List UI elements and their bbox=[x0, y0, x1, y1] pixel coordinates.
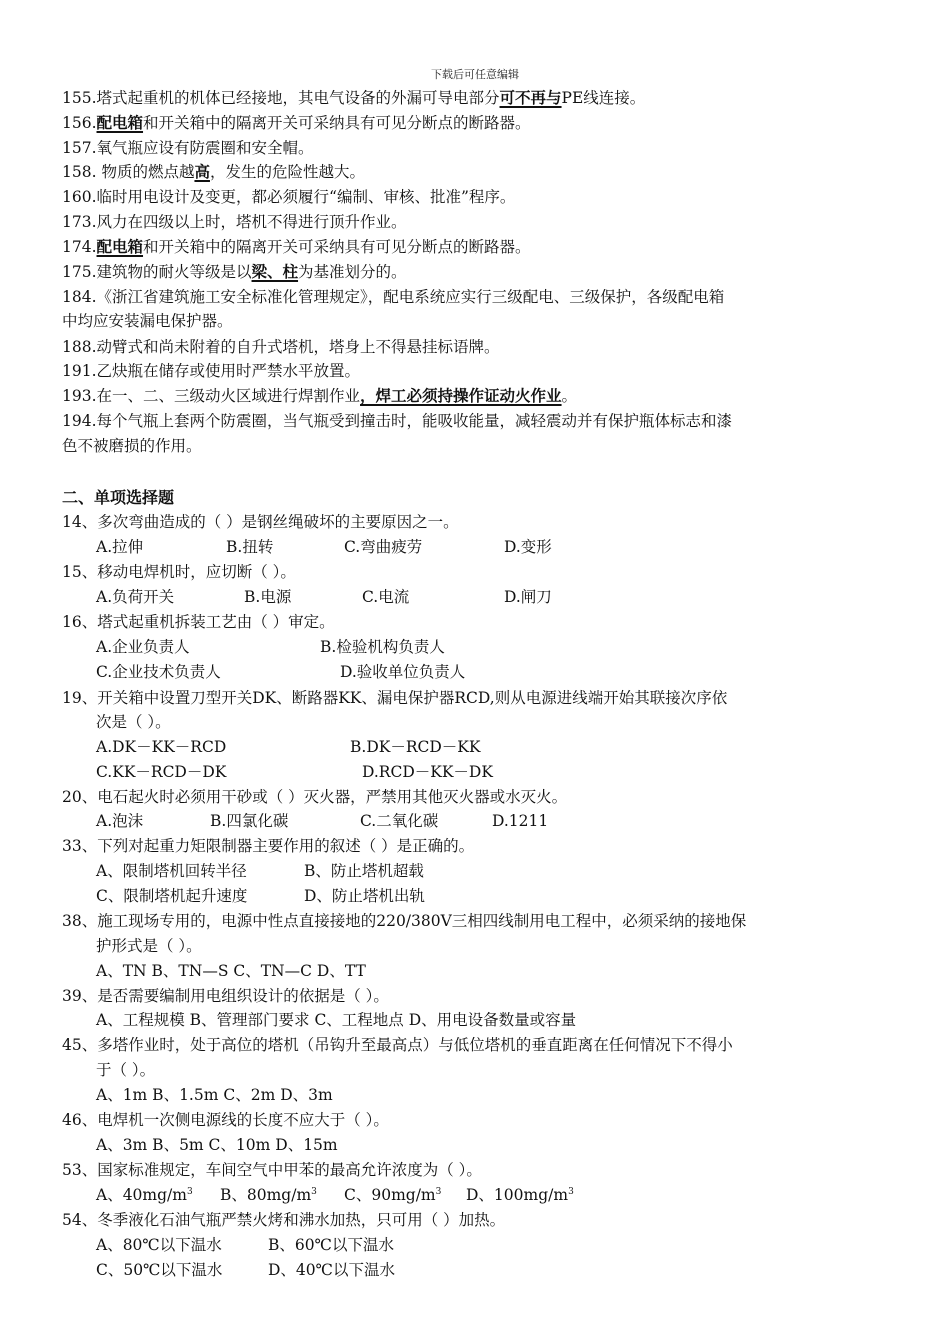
question-38: 38、施工现场专用的，电源中性点直接接地的220/380V三相四线制用电工程中，必须采纳的接地保 bbox=[62, 912, 747, 930]
item-text: 临时用电设计及变更，都必须履行“编制、审核、批准”程序。 bbox=[96, 188, 516, 206]
option: C.KK－RCD－DK bbox=[96, 763, 227, 781]
options-53 bbox=[96, 1184, 574, 1206]
option: D、40℃以下温水 bbox=[268, 1261, 395, 1279]
option: C、50℃以下温水 bbox=[96, 1261, 223, 1279]
option: C、$90mg/m^3$ bbox=[344, 1186, 442, 1204]
item-number: 157. bbox=[62, 139, 97, 157]
item-text: 动臂式和尚未附着的自升式塔机，塔身上不得悬挂标语牌。 bbox=[96, 338, 500, 356]
options-16b bbox=[96, 661, 465, 683]
item-text: 建筑物的耐火等级是以 bbox=[96, 263, 252, 281]
option: A.负荷开关 bbox=[96, 588, 175, 606]
judgment-item bbox=[62, 161, 365, 183]
item-text: 氧气瓶应设有防震圈和安全帽。 bbox=[96, 139, 314, 157]
judgment-item bbox=[62, 360, 360, 382]
option: C.二氧化碳 bbox=[360, 812, 439, 830]
options-33a bbox=[96, 860, 424, 882]
item-number: 173. bbox=[62, 213, 97, 231]
option: B、60℃以下温水 bbox=[268, 1236, 394, 1254]
judgment-item bbox=[62, 410, 732, 432]
item-number: 174. bbox=[62, 238, 97, 256]
options-19a bbox=[96, 736, 480, 758]
emphasized-answer: 高 bbox=[194, 162, 210, 181]
option: B.DK－RCD－KK bbox=[350, 738, 481, 756]
options-33b bbox=[96, 885, 425, 907]
options-15 bbox=[96, 586, 552, 608]
judgment-item bbox=[62, 261, 407, 283]
item-text: 乙炔瓶在储存或使用时严禁水平放置。 bbox=[96, 362, 361, 380]
emphasized-answer: 配电箱 bbox=[96, 237, 144, 256]
question-45-cont: 于（ ）。 bbox=[96, 1061, 156, 1079]
emphasized-answer: ，焊工必须持操作证动火作业 bbox=[360, 386, 562, 405]
option: B.检验机构负责人 bbox=[320, 638, 445, 656]
option: C.电流 bbox=[362, 588, 410, 606]
options-46: A、3m B、5m C、10m D、15m bbox=[96, 1136, 338, 1154]
options-14 bbox=[96, 536, 552, 558]
question-15: 15、移动电焊机时，应切断（ ）。 bbox=[62, 563, 296, 581]
question-53: 53、国家标准规定，车间空气中甲苯的最高允许浓度为（ ）。 bbox=[62, 1161, 482, 1179]
judgment-item bbox=[62, 137, 314, 159]
options-38: A、TN B、TN—S C、TN—C D、TT bbox=[96, 962, 366, 980]
item-number: 193. bbox=[62, 387, 97, 405]
option: A.泡沫 bbox=[96, 812, 144, 830]
question-16: 16、塔式起重机拆装工艺由（ ）审定。 bbox=[62, 613, 335, 631]
item-text: 为基准划分的。 bbox=[298, 263, 407, 281]
item-text: 中均应安装漏电保护器。 bbox=[62, 312, 233, 330]
page-header: 下载后可任意编辑 bbox=[431, 68, 519, 81]
option: A.拉伸 bbox=[96, 538, 144, 556]
judgment-item bbox=[62, 236, 531, 258]
judgment-item bbox=[62, 112, 531, 134]
question-46: 46、电焊机一次侧电源线的长度不应大于（ ）。 bbox=[62, 1111, 389, 1129]
judgment-item bbox=[62, 286, 724, 308]
option: C、限制塔机起升速度 bbox=[96, 887, 248, 905]
question-45: 45、多塔作业时，处于高位的塔机（吊钩升至最高点）与低位塔机的垂直距离在任何情况下不得小 bbox=[62, 1036, 733, 1054]
option: A、限制塔机回转半径 bbox=[96, 862, 247, 880]
question-39: 39、是否需要编制用电组织设计的依据是（ ）。 bbox=[62, 987, 389, 1005]
option: C.弯曲疲劳 bbox=[344, 538, 423, 556]
item-number: 175. bbox=[62, 263, 97, 281]
option: A.企业负责人 bbox=[96, 638, 190, 656]
item-text: 和开关箱中的隔离开关可采纳具有可见分断点的断路器。 bbox=[143, 114, 531, 132]
options-39: A、工程规模 B、管理部门要求 C、工程地点 D、用电设备数量或容量 bbox=[96, 1011, 577, 1029]
item-text: 《浙江省建筑施工安全标准化管理规定》，配电系统应实行三级配电、三级保护，各级配电箱 bbox=[96, 288, 725, 306]
item-text: 。 bbox=[561, 387, 578, 405]
option: A.DK－KK－RCD bbox=[96, 738, 227, 756]
judgment-item bbox=[62, 186, 515, 208]
question-20: 20、电石起火时必须用干砂或（ ）灭火器，严禁用其他灭火器或水灭火。 bbox=[62, 788, 568, 806]
item-text: 塔式起重机的机体已经接地，其电气设备的外漏可导电部分 bbox=[96, 89, 500, 107]
item-text: 和开关箱中的隔离开关可采纳具有可见分断点的断路器。 bbox=[143, 238, 531, 256]
item-text: 在一、二、三级动火区域进行焊割作业 bbox=[96, 387, 361, 405]
option: D.变形 bbox=[504, 538, 552, 556]
option: B.扭转 bbox=[226, 538, 274, 556]
item-text: 风力在四级以上时，塔机不得进行顶升作业。 bbox=[96, 213, 407, 231]
options-54a bbox=[96, 1234, 394, 1256]
judgment-item bbox=[62, 435, 202, 457]
judgment-item bbox=[62, 336, 500, 358]
section-title: 二、单项选择题 bbox=[62, 488, 175, 507]
option: D.验收单位负责人 bbox=[340, 663, 466, 681]
question-14: 14、多次弯曲造成的（ ）是钢丝绳破坏的主要原因之一。 bbox=[62, 513, 459, 531]
judgment-item bbox=[62, 211, 407, 233]
option: D.闸刀 bbox=[504, 588, 552, 606]
option: B.四氯化碳 bbox=[210, 812, 289, 830]
item-text: 色不被磨损的作用。 bbox=[62, 437, 202, 455]
item-text: 每个气瓶上套两个防震圈，当气瓶受到撞击时，能吸收能量，减轻震动并有保护瓶体标志和漆 bbox=[96, 412, 733, 430]
emphasized-answer: 可不再与 bbox=[499, 88, 562, 107]
options-16a bbox=[96, 636, 445, 658]
question-38-cont: 护形式是（ ）。 bbox=[96, 937, 202, 955]
option: A、$40mg/m^3$ bbox=[96, 1186, 193, 1204]
option: D.RCD－KK－DK bbox=[362, 763, 493, 781]
item-number: 188. bbox=[62, 338, 97, 356]
option: B、防止塔机超载 bbox=[304, 862, 424, 880]
option: A、80℃以下温水 bbox=[96, 1236, 222, 1254]
judgment-item bbox=[62, 385, 577, 407]
option: D、$100mg/m^3$ bbox=[466, 1186, 574, 1204]
judgment-item bbox=[62, 310, 233, 332]
option: B、$80mg/m^3$ bbox=[220, 1186, 317, 1204]
item-text: 物质的燃点越 bbox=[96, 163, 195, 181]
emphasized-answer: 配电箱 bbox=[96, 113, 144, 132]
option: B.电源 bbox=[244, 588, 292, 606]
item-number: 194. bbox=[62, 412, 97, 430]
item-text: ，发生的危险性越大。 bbox=[209, 163, 365, 181]
item-text: PE线连接。 bbox=[561, 89, 646, 107]
option: D、防止塔机出轨 bbox=[304, 887, 425, 905]
item-number: 160. bbox=[62, 188, 97, 206]
question-19-cont: 次是（ ）。 bbox=[96, 713, 171, 731]
item-number: 156. bbox=[62, 114, 97, 132]
question-19: 19、开关箱中设置刀型开关DK、断路器KK、漏电保护器RCD,则从电源进线端开始其联接次序依 bbox=[62, 689, 728, 707]
item-number: 158. bbox=[62, 163, 97, 181]
options-19b bbox=[96, 761, 493, 783]
options-54b bbox=[96, 1259, 395, 1281]
option: C.企业技术负责人 bbox=[96, 663, 221, 681]
item-number: 155. bbox=[62, 89, 97, 107]
options-20 bbox=[96, 810, 548, 832]
judgment-item bbox=[62, 87, 645, 109]
option: D.1211 bbox=[492, 812, 549, 830]
item-number: 191. bbox=[62, 362, 97, 380]
options-45: A、1m B、1.5m C、2m D、3m bbox=[96, 1086, 333, 1104]
question-33: 33、下列对起重力矩限制器主要作用的叙述（ ）是正确的。 bbox=[62, 837, 475, 855]
emphasized-answer: 梁、柱 bbox=[251, 262, 299, 281]
question-54: 54、冬季液化石油气瓶严禁火烤和沸水加热，只可用（ ）加热。 bbox=[62, 1211, 506, 1229]
item-number: 184. bbox=[62, 288, 97, 306]
